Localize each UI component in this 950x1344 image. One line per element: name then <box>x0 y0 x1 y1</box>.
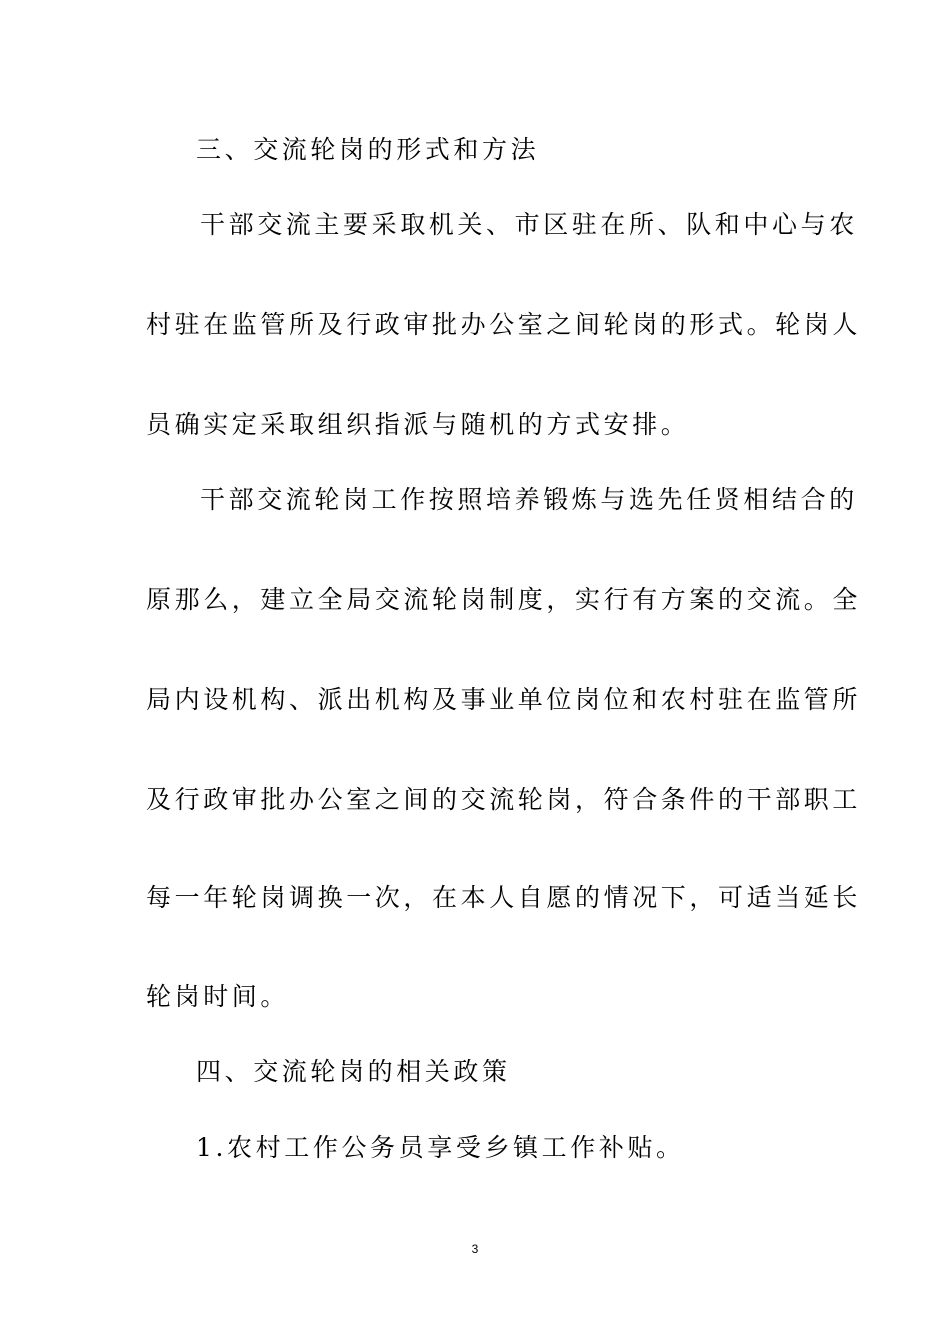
paragraph-line: 原那么，建立全局交流轮岗制度，实行有方案的交流。全 <box>146 585 862 614</box>
paragraph-line: 干部交流轮岗工作按照培养锻炼与选先任贤相结合的 <box>200 485 858 514</box>
section-heading-4: 四、交流轮岗的相关政策 <box>196 1057 511 1086</box>
list-item: 1.农村工作公务员享受乡镇工作补贴。 <box>196 1133 685 1162</box>
paragraph-line: 及行政审批办公室之间的交流轮岗，符合条件的干部职工 <box>146 785 862 814</box>
section-heading-3: 三、交流轮岗的形式和方法 <box>196 135 540 164</box>
paragraph-line: 每一年轮岗调换一次，在本人自愿的情况下，可适当延长 <box>146 883 862 912</box>
paragraph-line: 局内设机构、派出机构及事业单位岗位和农村驻在监管所 <box>146 685 862 714</box>
paragraph-line: 员确实定采取组织指派与随机的方式安排。 <box>146 410 690 439</box>
paragraph-line: 轮岗时间。 <box>146 982 290 1011</box>
page-number: 3 <box>471 1242 479 1256</box>
paragraph-line: 干部交流主要采取机关、市区驻在所、队和中心与农 <box>200 210 858 239</box>
paragraph-line: 村驻在监管所及行政审批办公室之间轮岗的形式。轮岗人 <box>146 310 862 339</box>
